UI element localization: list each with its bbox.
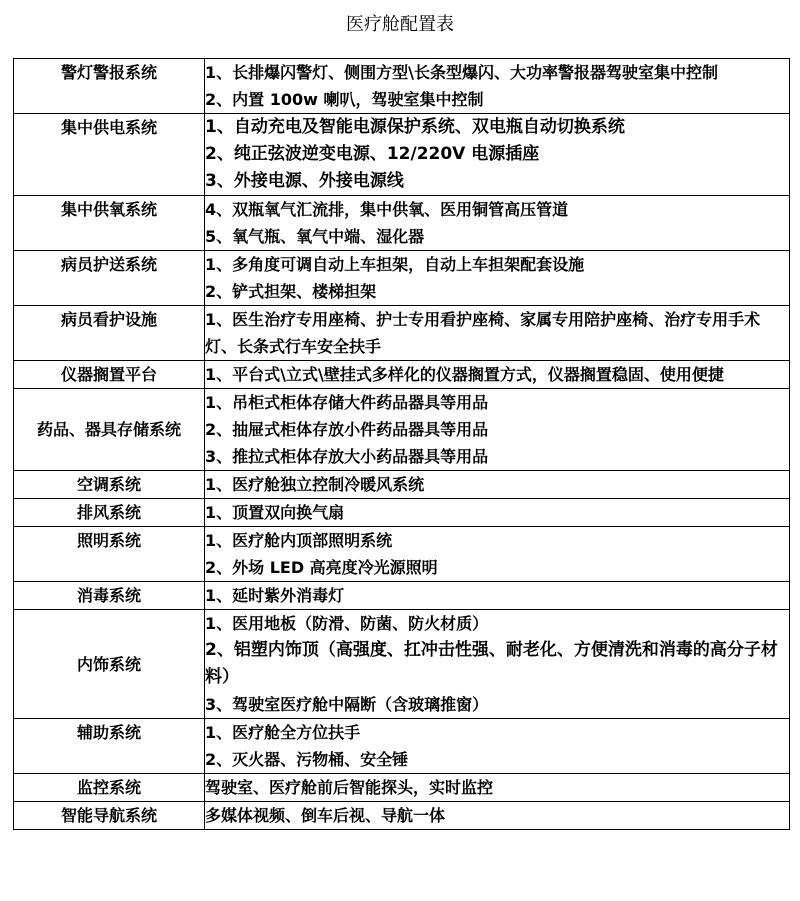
system-name: 警灯警报系统 — [14, 59, 205, 114]
description-line: 1、自动充电及智能电源保护系统、双电瓶自动切换系统 — [205, 117, 625, 137]
description-line: 3、推拉式柜体存放大小药品器具等用品 — [205, 447, 489, 466]
document-title: 医疗舱配置表 — [346, 14, 454, 35]
table-row — [14, 471, 790, 499]
description-line: 1、医疗舱内顶部照明系统 — [205, 531, 393, 550]
system-name: 照明系统 — [14, 527, 205, 582]
description-line: 4、双瓶氧气汇流排，集中供氧、医用铜管高压管道 — [205, 200, 569, 219]
system-name: 空调系统 — [14, 471, 205, 499]
table-row — [14, 582, 790, 610]
description-line: 1、长排爆闪警灯、侧围方型\长条型爆闪、大功率警报器驾驶室集中控制 — [205, 63, 718, 82]
system-name: 监控系统 — [14, 774, 205, 802]
system-description — [205, 499, 790, 527]
system-name: 病员看护设施 — [14, 306, 205, 361]
description-line: 1、延时紫外消毒灯 — [205, 586, 345, 605]
system-name: 仪器搁置平台 — [14, 361, 205, 389]
system-description — [205, 719, 790, 774]
system-description — [205, 251, 790, 306]
table-row — [14, 306, 790, 361]
table-row — [14, 361, 790, 389]
system-description — [205, 389, 790, 471]
description-line: 多媒体视频、倒车后视、导航一体 — [205, 806, 446, 825]
description-line: 2、铝塑内饰顶（高强度、扛冲击性强、耐老化、方便清洗和消毒的高分子材料） — [205, 640, 778, 687]
system-description — [205, 306, 790, 361]
table-row — [14, 251, 790, 306]
system-name: 集中供氧系统 — [14, 196, 205, 251]
description-line: 1、多角度可调自动上车担架，自动上车担架配套设施 — [205, 255, 585, 274]
description-line: 3、驾驶室医疗舱中隔断（含玻璃推窗） — [205, 695, 489, 714]
description-line: 2、抽屉式柜体存放小件药品器具等用品 — [205, 420, 489, 439]
system-description — [205, 59, 790, 114]
table-row — [14, 389, 790, 471]
system-description — [205, 196, 790, 251]
table-row — [14, 59, 790, 114]
table-row — [14, 774, 790, 802]
system-name: 消毒系统 — [14, 582, 205, 610]
table-row — [14, 114, 790, 196]
description-line: 2、外场 LED 高亮度冷光源照明 — [205, 558, 438, 577]
system-description — [205, 114, 790, 196]
system-name: 智能导航系统 — [14, 802, 205, 830]
system-description — [205, 471, 790, 499]
system-description — [205, 361, 790, 389]
description-line: 驾驶室、医疗舱前后智能探头，实时监控 — [205, 778, 494, 797]
description-line: 2、纯正弦波逆变电源、12/220V 电源插座 — [205, 144, 540, 164]
system-description — [205, 527, 790, 582]
table-row — [14, 802, 790, 830]
description-line: 1、医疗舱全方位扶手 — [205, 723, 361, 742]
description-line: 1、顶置双向换气扇 — [205, 503, 345, 522]
system-name: 药品、器具存储系统 — [14, 389, 205, 471]
config-table — [13, 58, 790, 830]
system-name: 辅助系统 — [14, 719, 205, 774]
description-line: 1、平台式\立式\壁挂式多样化的仪器搁置方式，仪器搁置稳固、使用便捷 — [205, 365, 724, 384]
description-line: 2、内置 100w 喇叭，驾驶室集中控制 — [205, 90, 484, 109]
description-line: 2、灭火器、污物桶、安全锤 — [205, 750, 409, 769]
description-line: 3、外接电源、外接电源线 — [205, 171, 404, 191]
table-row — [14, 499, 790, 527]
description-line: 1、吊柜式柜体存储大件药品器具等用品 — [205, 393, 489, 412]
system-description — [205, 582, 790, 610]
system-description — [205, 610, 790, 719]
table-row — [14, 527, 790, 582]
system-name: 集中供电系统 — [14, 114, 205, 196]
description-line: 1、医疗舱独立控制冷暖风系统 — [205, 475, 425, 494]
description-line: 1、医生治疗专用座椅、护士专用看护座椅、家属专用陪护座椅、治疗专用手术灯、长条式行车安全扶手 — [205, 310, 761, 356]
system-name: 病员护送系统 — [14, 251, 205, 306]
table-row — [14, 196, 790, 251]
table-row — [14, 719, 790, 774]
description-line: 2、铲式担架、楼梯担架 — [205, 282, 377, 301]
system-name: 内饰系统 — [14, 610, 205, 719]
description-line: 1、医用地板（防滑、防菌、防火材质） — [205, 614, 489, 633]
table-row — [14, 610, 790, 719]
system-name: 排风系统 — [14, 499, 205, 527]
system-description — [205, 802, 790, 830]
system-description — [205, 774, 790, 802]
description-line: 5、氧气瓶、氧气中端、湿化器 — [205, 227, 425, 246]
